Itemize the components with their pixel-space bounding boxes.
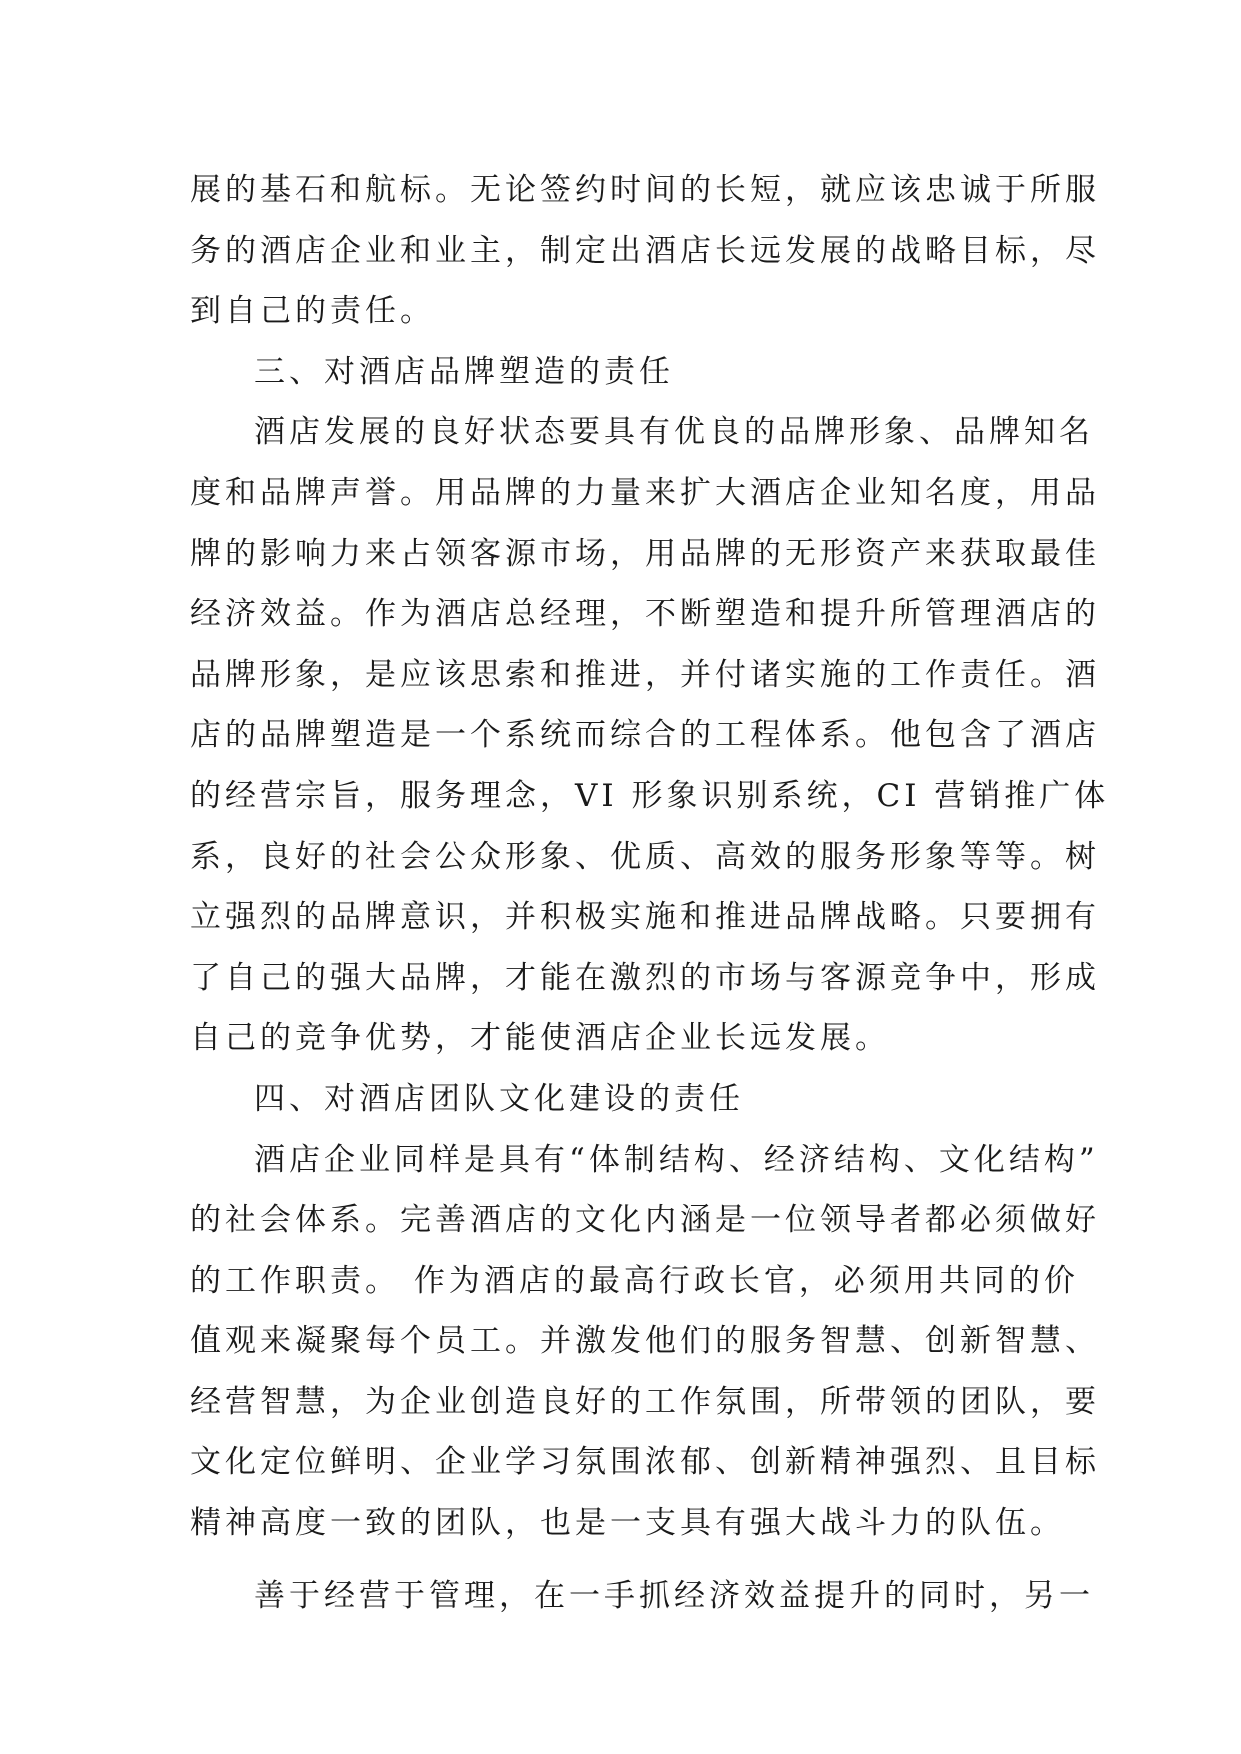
text-line: 了自己的强大品牌，才能在激烈的市场与客源竞争中，形成 — [190, 959, 1100, 996]
text-line: 系，良好的社会公众形象、优质、高效的服务形象等等。树 — [190, 838, 1100, 875]
text-line: 经营智慧，为企业创造良好的工作氛围，所带领的团队，要 — [190, 1383, 1100, 1420]
text-line: 度和品牌声誉。用品牌的力量来扩大酒店企业知名度，用品 — [190, 474, 1100, 511]
text-line: 值观来凝聚每个员工。并激发他们的服务智慧、创新智慧、 — [190, 1323, 1100, 1360]
text-line: 店的品牌塑造是一个系统而综合的工程体系。他包含了酒店 — [190, 717, 1100, 754]
section-heading-brand — [190, 342, 1050, 403]
paragraph-management — [190, 1566, 1094, 1627]
text-line: 的工作职责。 作为酒店的最高行政长官，必须用共同的价 — [190, 1262, 1079, 1299]
text-line: 精神高度一致的团队，也是一支具有强大战斗力的队伍。 — [190, 1505, 1065, 1542]
text-line: 的社会体系。完善酒店的文化内涵是一位领导者都必须做好 — [190, 1202, 1100, 1239]
paragraph-brand — [190, 402, 1110, 1069]
text-line: 酒店发展的良好状态要具有优良的品牌形象、品牌知名 — [254, 414, 1094, 451]
text-line: 的经营宗旨，服务理念，VI 形象识别系统，CI 营销推广体 — [190, 777, 1110, 814]
heading-text: 四、对酒店团队文化建设的责任 — [254, 1080, 744, 1117]
paragraph-gap — [190, 1554, 1050, 1566]
text-line: 牌的影响力来占领客源市场，用品牌的无形资产来获取最佳 — [190, 535, 1100, 572]
paragraph-team-culture — [190, 1130, 1100, 1554]
text-line: 善于经营于管理，在一手抓经济效益提升的同时，另一 — [254, 1577, 1094, 1614]
text-line: 务的酒店企业和业主，制定出酒店长远发展的战略目标，尽 — [190, 232, 1100, 269]
text-line: 品牌形象，是应该思索和推进，并付诸实施的工作责任。酒 — [190, 656, 1100, 693]
text-line: 文化定位鲜明、企业学习氛围浓郁、创新精神强烈、且目标 — [190, 1444, 1100, 1481]
text-line: 展的基石和航标。无论签约时间的长短，就应该忠诚于所服 — [190, 172, 1100, 208]
text-line: 经济效益。作为酒店总经理，不断塑造和提升所管理酒店的 — [190, 596, 1100, 633]
document-page — [190, 160, 1110, 1626]
text-line: 立强烈的品牌意识，并积极实施和推进品牌战略。只要拥有 — [190, 899, 1100, 936]
text-line: 到自己的责任。 — [190, 293, 435, 330]
heading-text: 三、对酒店品牌塑造的责任 — [254, 353, 674, 390]
text-line: 自己的竞争优势，才能使酒店企业长远发展。 — [190, 1020, 890, 1057]
section-heading-team-culture — [190, 1069, 1050, 1130]
text-line: 酒店企业同样是具有“体制结构、经济结构、文化结构” — [254, 1141, 1099, 1178]
paragraph-continuation — [190, 160, 1100, 342]
